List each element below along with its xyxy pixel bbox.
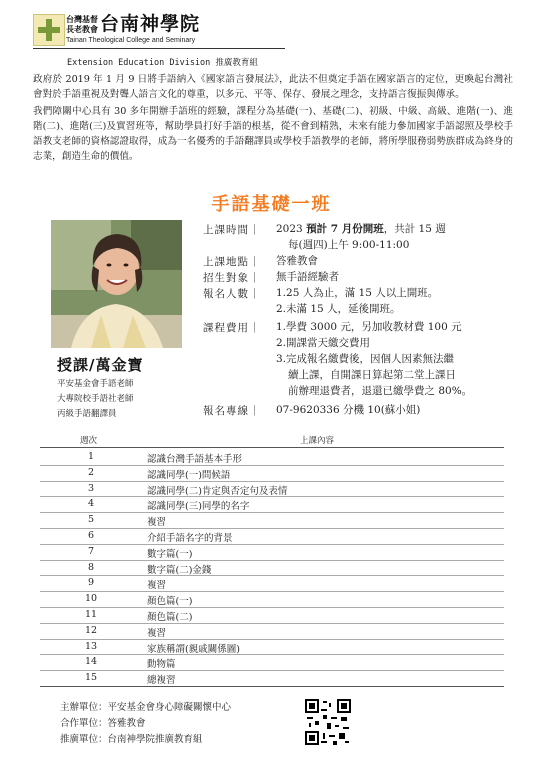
table-row-divider bbox=[40, 591, 504, 592]
table-cell-topic: 介紹手語名字的背景 bbox=[147, 533, 233, 544]
table-row-divider bbox=[40, 528, 504, 529]
table-cell-topic: 複習 bbox=[147, 627, 167, 639]
org-english-name: Tainan Theological College and Seminary bbox=[66, 37, 196, 44]
table-cell-topic: 認識台灣手語基本手形 bbox=[147, 454, 243, 465]
fee-value-2: 2.開課當天繳交費用 bbox=[276, 337, 371, 349]
table-cell-week: 9 bbox=[87, 577, 95, 589]
table-cell-week: 4 bbox=[87, 498, 95, 510]
seminary-logo bbox=[33, 14, 65, 46]
table-row-divider bbox=[40, 465, 504, 466]
enroll-value-1: 1.25 人為止，滿 15 人以上開班。 bbox=[276, 287, 439, 299]
enroll-label: 報名人數｜ bbox=[203, 288, 261, 300]
table-cell-topic: 顏色篇(二) bbox=[147, 612, 193, 623]
division-name: Extension Education Division 推廣教育組 bbox=[67, 58, 258, 68]
instructor-credential: 丙級手語翻譯員 bbox=[57, 409, 117, 419]
table-cell-topic: 認識同學(二)肯定與否定句及表情 bbox=[147, 485, 288, 497]
instructor-credential: 平安基金會手語老師 bbox=[57, 379, 134, 389]
table-cell-week: 1 bbox=[87, 451, 95, 462]
intro-paragraph-2: 我們障關中心具有 30 多年開辦手語班的經驗，課程分為基礎(一)、基礎(二)、初級、中級、高級、進階(一)、進階(二)、進階(三)及實習班等，幫助學員打好手語的根基，從不會到精熟，未來有能力參加國家手語認照及學校手語教支老師的資格認證取得，成為一名優秀的手語翻譯員或學校手語教學的老師，將所學服務弱勢族群成為終身的志業，創造生命的價值。 bbox=[33, 106, 513, 162]
table-cell-week: 12 bbox=[84, 624, 98, 636]
table-cell-week: 13 bbox=[84, 640, 98, 652]
table-cell-week: 3 bbox=[87, 482, 95, 494]
table-row-divider bbox=[40, 654, 504, 655]
header-divider bbox=[33, 48, 285, 49]
cooperator-text: 合作單位：答雅教會 bbox=[60, 718, 146, 729]
table-cell-topic: 認識同學(一)問候語 bbox=[147, 469, 231, 481]
table-cell-week: 5 bbox=[87, 514, 95, 526]
fee-value-3-cont: 續上課，自開課日算起第二堂上課日 bbox=[288, 369, 456, 381]
fee-label: 課程費用｜ bbox=[203, 322, 261, 334]
instructor-credential: 大專院校手語社老師 bbox=[57, 394, 134, 404]
table-cell-topic: 認識同學(三)同學的名字 bbox=[147, 501, 250, 513]
table-row-divider bbox=[40, 686, 504, 687]
phone-value: 07-9620336 分機 10(蘇小姐) bbox=[276, 404, 421, 416]
table-row-divider bbox=[40, 512, 504, 513]
table-row-divider bbox=[40, 575, 504, 576]
table-header-content: 上課內容 bbox=[300, 436, 335, 446]
table-cell-topic: 複習 bbox=[147, 517, 167, 529]
instructor-heading: 授課/萬金寶 bbox=[57, 356, 144, 374]
place-label: 上課地點｜ bbox=[203, 256, 261, 268]
table-row-divider bbox=[40, 670, 504, 671]
table-cell-week: 2 bbox=[87, 466, 95, 478]
table-cell-topic: 數字篇(二)金錢 bbox=[147, 564, 212, 576]
table-row-divider bbox=[40, 560, 504, 561]
organizer-text: 主辦單位：平安基金會身心障礙關懷中心 bbox=[60, 702, 232, 713]
table-row-divider bbox=[40, 607, 504, 608]
table-cell-week: 6 bbox=[87, 530, 95, 541]
intro-text bbox=[33, 72, 513, 166]
promoter-text: 推廣單位：台南神學院推廣教育組 bbox=[60, 734, 203, 745]
time-value: 2023 預計 7 月份開班，共計 15 週 bbox=[276, 223, 446, 235]
table-cell-topic: 總複習 bbox=[147, 675, 176, 687]
table-header-rule bbox=[40, 447, 504, 448]
org-denomination: 台灣基督 長老教會 bbox=[66, 14, 98, 34]
intro-paragraph-1: 政府於 2019 年 1 月 9 日將手語納入《國家語言發展法》，此法不但奠定手語在國家語言的定位，更喚起台灣社會對於手語重視及對聾人語言文化的尊重，以多元、平等、保存、發展之理念，支持語言復振與傳承。 bbox=[33, 74, 513, 100]
table-cell-topic: 顏色篇(一) bbox=[147, 596, 193, 608]
qr-code[interactable] bbox=[303, 697, 353, 747]
instructor-photo bbox=[51, 220, 182, 348]
table-row-divider bbox=[40, 639, 504, 640]
table-row-divider bbox=[40, 544, 504, 545]
table-cell-topic: 複習 bbox=[147, 580, 167, 592]
table-cell-topic: 家族稱謂(親戚關係圖) bbox=[147, 643, 240, 655]
org-name: 台南神學院 bbox=[100, 13, 201, 35]
table-cell-week: 7 bbox=[87, 545, 95, 557]
table-row-divider bbox=[40, 623, 504, 624]
time-label: 上課時間｜ bbox=[203, 224, 261, 236]
phone-label: 報名專線｜ bbox=[203, 405, 261, 417]
time-value-line2: 每(週四)上午 9:00-11:00 bbox=[288, 239, 410, 251]
fee-value-3: 3.完成報名繳費後，因個人因素無法繼 bbox=[276, 353, 455, 365]
table-cell-week: 15 bbox=[84, 672, 98, 684]
table-cell-week: 10 bbox=[84, 593, 98, 605]
table-cell-week: 14 bbox=[84, 656, 98, 668]
target-value: 無手語經驗者 bbox=[276, 271, 339, 283]
table-cell-week: 8 bbox=[87, 561, 95, 573]
enroll-value-2: 2.未滿 15 人，延後開班。 bbox=[276, 303, 401, 315]
course-title: 手語基礎一班 bbox=[211, 194, 332, 215]
fee-value-1: 1.學費 3000 元，另加收教材費 100 元 bbox=[276, 321, 462, 333]
table-row-divider bbox=[40, 496, 504, 497]
fee-value-3-cont: 前辦理退費者，退還已繳學費之 80%。 bbox=[288, 385, 473, 397]
table-cell-week: 11 bbox=[84, 609, 98, 620]
table-cell-topic: 動物篇 bbox=[147, 659, 176, 671]
target-label: 招生對象｜ bbox=[203, 272, 261, 284]
table-header-week: 週次 bbox=[80, 436, 98, 446]
table-row-divider bbox=[40, 481, 504, 482]
place-value: 答雅教會 bbox=[276, 255, 318, 267]
table-cell-topic: 數字篇(一) bbox=[147, 548, 193, 560]
